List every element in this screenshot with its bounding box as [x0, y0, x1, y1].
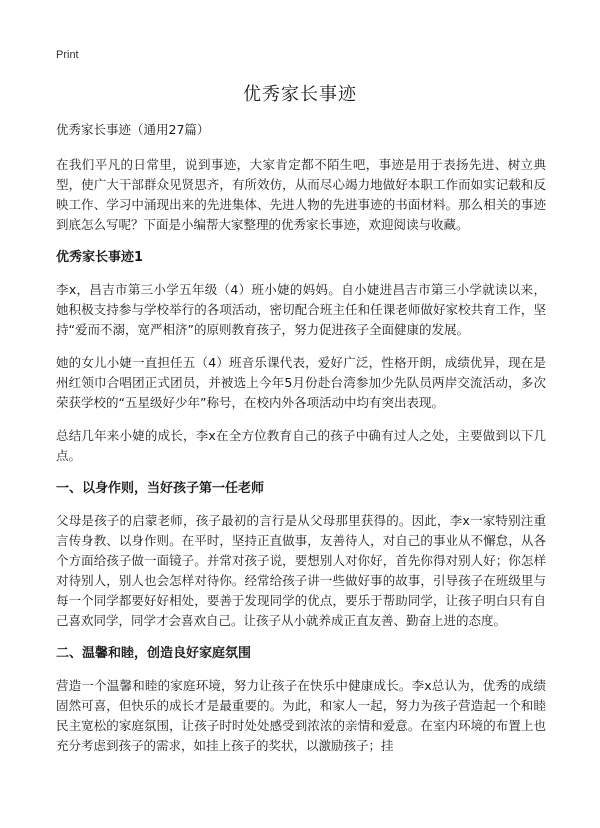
subheading-family-atmosphere: 二、温馨和睦，创造良好家庭氛围 [56, 646, 252, 661]
paragraph-1: 李x，昌吉市第三小学五年级（4）班小婕的妈妈。自小婕进昌吉市第三小学就读以来，她积极支持参与学校举行的各项活动，密切配合班主任和任课老师做好家校共育工作，坚持“爱而不溺，宽严相济”的原则教育孩子，努力促进孩子全面健康的发展。 [56, 282, 546, 337]
section-heading-1: 优秀家长事迹1 [56, 250, 144, 265]
document-subtitle: 优秀家长事迹（通用27篇） [56, 122, 210, 137]
intro-paragraph: 在我们平凡的日常里，说到事迹，大家肯定都不陌生吧，事迹是用于表扬先进、树立典型，使广大干部群众见贤思齐，有所效仿，从而尽心竭力地做好本职工作而如实记载和反映工作、学习中涌现出来的先进集体、先进人物的先进事迹的书面材料。那么相关的事迹到底怎么写呢？下面是小编帮大家整理的优秀家长事迹，欢迎阅读与收藏。 [56, 157, 546, 232]
document-title: 优秀家长事迹 [243, 84, 357, 105]
paragraph-2: 她的女儿小婕一直担任五（4）班音乐课代表，爱好广泛，性格开朗，成绩优异，现在是州红领巾合唱团正式团员，并被选上今年5月份赴台湾参加少先队员两岸交流活动，多次荣获学校的“五星级好少年”称号，在校内外各项活动中均有突出表现。 [56, 355, 546, 410]
document-body [56, 120, 546, 756]
paragraph-5: 营造一个温馨和睦的家庭环境，努力让孩子在快乐中健康成长。李x总认为，优秀的成绩固然可喜，但快乐的成长才是最重要的。为此，和家人一起，努力为孩子营造起一个和睦民主宽松的家庭氛围，让孩子时时处处感受到浓浓的亲情和爱意。在室内环境的布置上也充分考虑到孩子的需求，如挂上孩子的奖状，以激励孩子；挂 [56, 678, 546, 753]
paragraph-3: 总结几年来小婕的成长，李x在全方位教育自己的孩子中确有过人之处，主要做到以下几点。 [56, 428, 546, 463]
print-link[interactable]: Print [56, 49, 79, 61]
subheading-lead-by-example: 一、以身作则，当好孩子第一任老师 [56, 481, 265, 496]
paragraph-4: 父母是孩子的启蒙老师，孩子最初的言行是从父母那里获得的。因此，李x一家特别注重言传身教、以身作则。在平时，坚持正直做事，友善待人，对自己的事业从不懈怠，从各个方面给孩子做一面镜子。并常对孩子说，要想别人对你好，首先你得对别人好；你怎样对待别人，别人也会怎样对待你。经常给孩子讲一些做好事的故事，引导孩子在班级里与每一个同学都要好好相处，要善于发现同学的优点，要乐于帮助同学，让孩子明白只有自己喜欢同学，同学才会喜欢自己。让孩子从小就养成正直友善、勤奋上进的态度。 [56, 513, 546, 628]
